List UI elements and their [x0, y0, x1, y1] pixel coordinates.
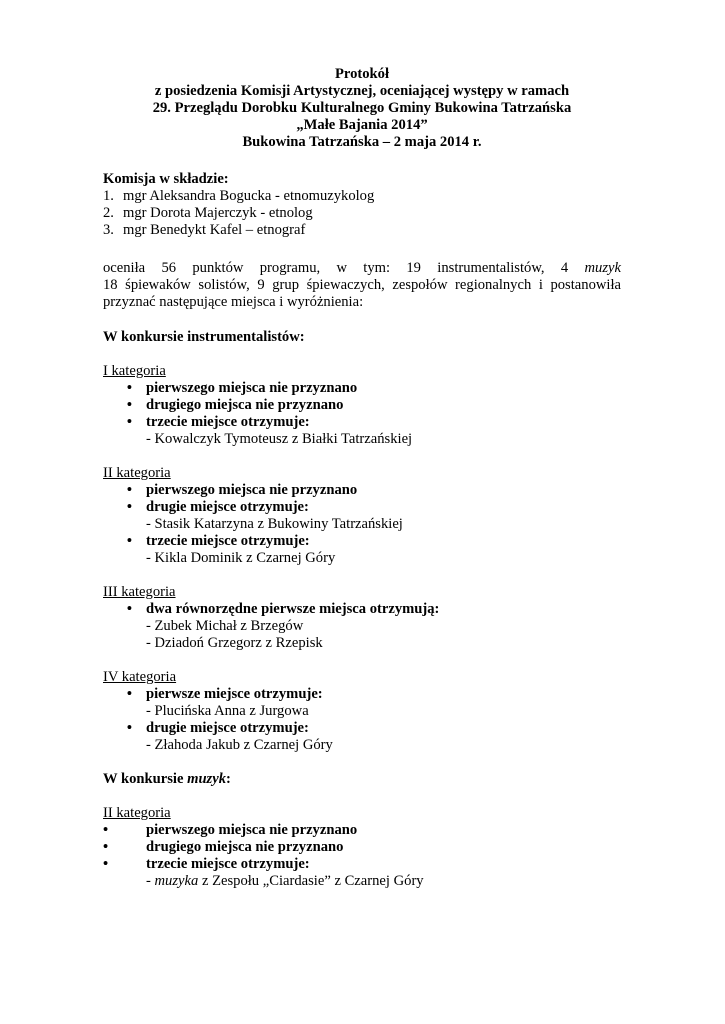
- list-item: • pierwsze miejsce otrzymuje:: [126, 686, 323, 702]
- musicians-title: W konkursie muzyk:: [103, 771, 231, 787]
- winner: - Złahoda Jakub z Czarnej Góry: [146, 737, 333, 753]
- commission-title: Komisja w składzie:: [103, 171, 229, 187]
- header-title: Protokół: [334, 66, 390, 82]
- summary-line: przyznać następujące miejsca i wyróżnienia:: [103, 294, 364, 310]
- document-header: [103, 66, 621, 151]
- commission-member: 1. mgr Aleksandra Bogucka - etnomuzykolog: [103, 188, 375, 204]
- winner: - Kikla Dominik z Czarnej Góry: [146, 550, 336, 566]
- winner: - Stasik Katarzyna z Bukowiny Tatrzańskiej: [146, 516, 403, 532]
- list-item: • trzecie miejsce otrzymuje:: [126, 414, 310, 430]
- list-item: • pierwszego miejsca nie przyznano: [126, 482, 358, 498]
- list-item: • trzecie miejsce otrzymuje:: [126, 533, 310, 549]
- category-heading: III kategoria: [103, 584, 176, 600]
- list-item: • drugiego miejsca nie przyznano: [126, 397, 344, 413]
- list-item: • drugie miejsce otrzymuje:: [126, 499, 309, 515]
- header-place-date: Bukowina Tatrzańska – 2 maja 2014 r.: [242, 134, 482, 150]
- summary-line: 18 śpiewaków solistów, 9 grup śpiewaczych, zespołów regionalnych i postanowiła: [103, 277, 621, 293]
- winner: - Kowalczyk Tymoteusz z Białki Tatrzańskiej: [146, 431, 413, 447]
- commission-member: 3. mgr Benedykt Kafel – etnograf: [103, 222, 306, 238]
- category-heading: II kategoria: [103, 465, 171, 481]
- category-heading: IV kategoria: [103, 669, 177, 685]
- winner: - Zubek Michał z Brzegów: [146, 618, 304, 634]
- list-item: • trzecie miejsce otrzymuje:: [103, 856, 310, 872]
- winner: - muzyka z Zespołu „Ciardasie” z Czarnej Góry: [146, 873, 424, 889]
- list-item: • drugie miejsce otrzymuje:: [126, 720, 309, 736]
- list-item: • drugiego miejsca nie przyznano: [103, 839, 344, 855]
- instrumentalists-title: W konkursie instrumentalistów:: [103, 329, 305, 345]
- list-item: • dwa równorzędne pierwsze miejsca otrzymują:: [126, 601, 440, 617]
- commission-member: 2. mgr Dorota Majerczyk - etnolog: [103, 205, 313, 221]
- summary-line: oceniła 56 punktów programu, w tym: 19 instrumentalistów, 4 muzyk: [103, 260, 621, 276]
- winner: - Plucińska Anna z Jurgowa: [146, 703, 309, 719]
- list-item: • pierwszego miejsca nie przyznano: [126, 380, 358, 396]
- category-heading: I kategoria: [103, 363, 166, 379]
- summary-paragraph: [103, 260, 621, 311]
- category-heading: II kategoria: [103, 805, 171, 821]
- header-event-name: „Małe Bajania 2014”: [296, 117, 428, 133]
- winner: - Dziadoń Grzegorz z Rzepisk: [146, 635, 323, 651]
- header-subtitle: z posiedzenia Komisji Artystycznej, oceniającej występy w ramach: [154, 83, 570, 99]
- protocol-document: [103, 66, 621, 890]
- header-event: 29. Przeglądu Dorobku Kulturalnego Gminy Bukowina Tatrzańska: [152, 100, 572, 116]
- list-item: • pierwszego miejsca nie przyznano: [103, 822, 358, 838]
